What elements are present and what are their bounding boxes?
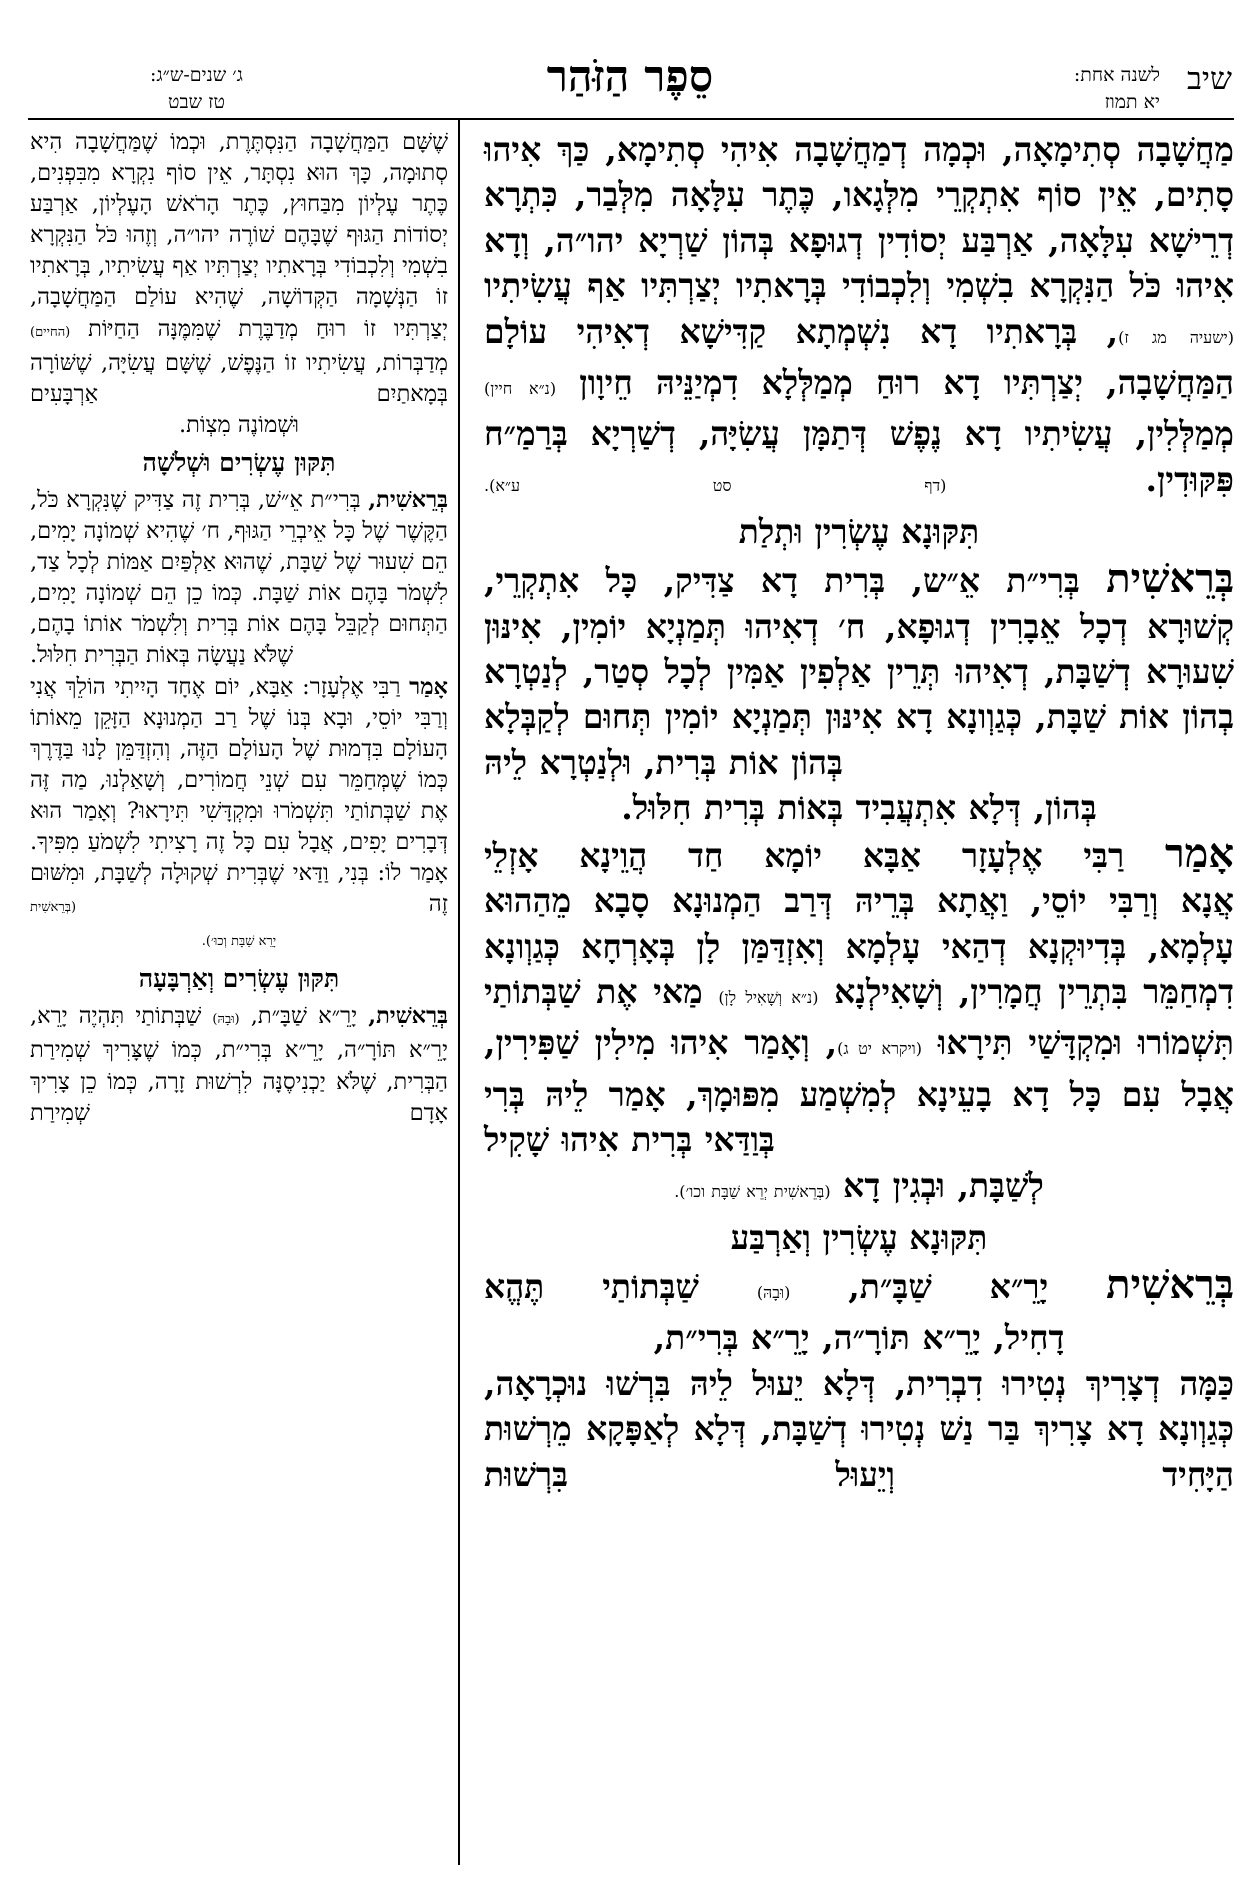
main-text-column: [484, 127, 1234, 1497]
main-line: דָחִיל, יָרֵ״א תּוֹרָ״ה, יָרֵ״א בְּרִי״ת,: [653, 1318, 1065, 1358]
section-heading: תִּקּוּנָא עֶשְׂרִין וּתְלַת: [738, 512, 980, 552]
commentary-heading: תִּקּוּן עֶשְׂרִים וּשְׁלֹשָׁה: [142, 447, 336, 477]
variant-reading: (נ״א וְשָׁאִיל לָן): [718, 987, 819, 1007]
book-title: סֵפֶר הַזֹּהַר: [546, 52, 714, 102]
main-paragraph: בְּרֵאשִׁית בְּרִי״ת אֵ״ש, בְּרִית דָא צַדִּיק, כָּל אִתְקְרֵי, קְשׁוּרָא דְכָל אֵבָרִין דְגוּפָא, ח׳ דְאִיהוּ תְּמַנְיָא יוֹמִין, אִינּוּן שִׁעוּרָא דְשַׁבָּת, דְאִיהוּ תְּרֵין אַלְפִין אַמִּין לְכָל סְטַר, לְנַטְרָא בְהוֹן אוֹת שַׁבָּת, כְּגַוְונָא דָא אִינּוּן תְּמַנְיָא יוֹמִין תְּחוּם לְקַבְּלָא בְּהוֹן אוֹת בְּרִית, וּלְנַטְרָא לֵיהּ: [484, 555, 1234, 782]
lead-word: בְּרֵאשִׁית,: [368, 486, 448, 513]
commentary-column: [30, 127, 448, 1129]
commentary-paragraph: בְּרֵאשִׁית, יָרֵ״א שַׁבָּ״ת, (וּבָהּ) שַׁבְּתוֹתַי תִּהְיֶה יָרֵא, יָרֵ״א תּוֹרָ״ה, יָרֵ״א בְּרִי״ת, כְּמוֹ שֶׁצָּרִיךְ שְׁמִירַת הַבְּרִית, שֶׁלֹּא יַכְנִיסֶנָּה לִרְשׁוּת זָרָה, כְּמוֹ כֵן צָרִיךְ אָדָם שְׁמִירַת: [30, 1003, 448, 1126]
commentary-paragraph: שֶׁשָּׁם הַמַּחֲשָׁבָה הַנִּסְתֶּרֶת, וּכְמוֹ שֶׁמַּחֲשָׁבָה הִיא סְתוּמָה, כָּךְ הוּא נִסְתָּר, אֵין סוֹף נִקְרָא מִבִּפְנִים, כֶּתֶר עֶלְיוֹן מִבַּחוּץ, כֶּתֶר הָרֹאשׁ הָעֶלְיוֹן, אַרְבַּע יְסוֹדוֹת הַגּוּף שֶׁבָּהֶם שׁוֹרֶה יהו״ה, וְזֶהוּ כֹּל הַנִּקְרָא בִשְׁמִי וְלִכְבוֹדִי בְּרָאתִיו יְצַרְתִּיו אַף עֲשִׂיתִיו, בְּרָאתִיו זוֹ הַנְּשָׁמָה הַקְּדוֹשָׁה, שֶׁהִיא עוֹלַם הַמַּחֲשָׁבָה, יְצַרְתִּיו זוֹ רוּחַ מְדַבֶּרֶת שֶׁמִּמֶּנָּה הַחַיּוֹת (החיים) מְדַבְּרוֹת, עֲשִׂיתִיו זוֹ הַנֶּפֶשׁ, שֶׁשָּׁם עֲשִׂיָּה, שֶׁשּׁוֹרָה בְּמָאתַיִם אַרְבָּעִים: [30, 129, 449, 407]
main-paragraph: אֲנָא וְרַבִּי יוֹסֵי, וַאֲתָא בְּרֵיהּ דְּרַב הַמְנוּנָא סָבָא מֵהַהוּא עָלְמָא, בְּדִיוּקְנָא דְהַאי עָלְמָא וְאִזְדַּמַּן לָן בְּאָרְחָא כְּגַוְונָא דִמְחַמֵּר בִּתְרֵין חֲמָרִין, וְשָׁאִילְנָא (נ״א וְשָׁאִיל לָן) מַאי אֶת שַׁבְּתוֹתַי תִּשְׁמוֹרוּ וּמִקְדָּשַׁי תִּירָאוּ (ויקרא יט ג), וְאָמַר אִיהוּ מִילִין שַׁפִּירִין, אֲבָל עִם כָּל דָא בָעֵינָא לְמִשְׁמַע מִפּוּמָךְ, אָמַר לֵיהּ בְּרִי בְּוַדַּאי בְּרִית אִיהוּ שָׁקִיל: [484, 881, 1234, 1160]
main-paragraph: אָמַר רַבִּי אֶלְעָזָר אַבָּא יוֹמָא חַד הֲוֵינָא אָזְלֵי: [484, 829, 1234, 877]
variant-reading: (החיים): [30, 324, 71, 340]
variant-reading: (נ״א חיין): [484, 379, 557, 399]
commentary-paragraph-end: [30, 923, 448, 957]
verse-reference: (בְּרֵאשִׁית יְרֵא שַׁבָּת וכו׳).: [674, 1181, 831, 1201]
lead-word: בְּרֵאשִׁית,: [368, 1003, 448, 1030]
verse-reference: (ישעיה מג ז): [1118, 327, 1234, 347]
page-reference: (דף סט ע״א).: [484, 475, 947, 495]
commentary-paragraph: אָמַר רַבִּי אֶלְעָזָר: אַבָּא, יוֹם אֶחָד הָיִיתִי הוֹלֵךְ אֲנִי וְרַבִּי יוֹסֵי, וּבָא בְּנוֹ שֶׁל רַב הַמְנוּנָא הַזָּקֵן מֵאוֹתוֹ הָעוֹלָם בִּדְמוּת שֶׁל הָעוֹלָם הַזֶּה, וְהִזְדַּמֵּן לָנוּ בַּדֶּרֶךְ כְּמוֹ שֶׁמְּחַמֵּר עִם שְׁנֵי חֲמוֹרִים, וְשָׁאַלְנוּ, מַה זֶּה אֶת שַׁבְּתוֹתַי תִּשְׁמֹרוּ וּמִקְדָּשִׁי תִּירָאוּ? וְאָמַר הוּא דְּבָרִים יָפִים, אֲבָל עִם כָּל זֶה רָצִיתִי לִשְׁמֹעַ מִפִּיךָ. אָמַר לוֹ: בְּנִי, וַדַּאי שֶׁבְּרִית שְׁקוּלָה לְשַׁבָּת, וּמִשּׁוּם זֶה (בְּרֵאשִׁית: [30, 673, 448, 918]
schedule-label: לשנה אחת:: [1073, 64, 1160, 86]
commentary-paragraph-end: וּשְׁמוֹנֶה מִצְוֹת.: [179, 411, 299, 438]
lead-word: בְּרֵאשִׁית: [1106, 1260, 1234, 1308]
lead-word: בְּרֵאשִׁית: [1106, 555, 1234, 603]
main-paragraph: כַּמָּה דְצָרִיךְ נְטִירוּ דִבְרִית, דְּלָא יֵעוּל לֵיהּ בִּרְשׁוּ נוּכְרָאָה, כְּגַוְונָא דָא צָרִיךְ בַּר נַשׁ נְטִירוּ דְשַׁבָּת, דְּלָא לְאַפָּקָא מֵרְשׁוּת הַיָּחִיד וְיֵעוּל בִּרְשׁוּת: [484, 1363, 1234, 1494]
main-paragraph: בְּרֵאשִׁית יָרֵ״א שַׁבָּ״ת, (וּבָהּ) שַׁבְּתוֹתַי תֶּהֱא: [484, 1260, 1234, 1308]
verse-reference: (בְּרֵאשִׁית: [30, 900, 77, 916]
commentary-heading: תִּקּוּן עֶשְׂרִים וְאַרְבָּעָה: [138, 964, 340, 994]
section-heading: תִּקּוּנָא עֶשְׂרִין וְאַרְבַּע: [730, 1217, 988, 1257]
column-divider: [458, 120, 460, 1865]
main-paragraph: מַחֲשָׁבָה סְתִימָאָה, וּכְמָה דְמַחֲשָׁבָה אִיהִי סְתִימָא, כַּךְ אִיהוּ סָתִים, אֵין סוֹף אִתְקְרֵי מִלְּגָאו, כֶּתֶר עִלָּאָה מִלְּבַר, כִּתְרָא דְרֵישָׁא עִלָּאָה, אַרְבַּע יְסוֹדִין דְגוּפָא בְּהוֹן שַׁרְיָא יהו״ה, וְדָא אִיהוּ כֹּל הַנִּקְרָא בִשְׁמִי וְלִכְבוֹדִי בְּרָאתִיו יְצַרְתִּיו אַף עֲשִׂיתִיו (ישעיה מג ז), בְּרָאתִיו דָא נִשְׁמְתָא קַדִּישָׁא דְאִיהִי עוֹלָם הַמַּחֲשָׁבָה, יְצַרְתִּיו דָא רוּחַ מְמַלְּלָא דִמְיַנֵּיהּ חֵיוָון (נ״א חיין) מְמַלְּלִין, עֲשִׂיתִיו דָא נֶפֶשׁ דְּתַמָּן עֲשִׂיָּה, דְשַׁרְיָא בְּרַמַ״ח פִּקּוּדִין. (דף סט ע״א).: [484, 130, 1234, 499]
header-study-schedule-left: [150, 62, 243, 116]
variant-reading: (וּבָהּ): [212, 1012, 240, 1028]
variant-reading: (וּבָהּ): [756, 1282, 791, 1302]
main-paragraph-end: לְשַׁבָּת, וּבְגִין דָא (בְּרֵאשִׁית יְרֵא שַׁבָּת וכו׳).: [674, 1165, 1044, 1205]
lead-word: אָמַר: [1164, 829, 1234, 877]
verse-reference: (ויקרא יט ג): [837, 1039, 923, 1059]
schedule-label: ג׳ שנים-ש״ג:: [150, 64, 243, 86]
verse-reference: יָרֵא שַׁבָּת וְכוּ׳).: [201, 934, 277, 950]
schedule-date: יא תמוז: [1104, 91, 1160, 113]
main-paragraph-end: בְּהוֹן, דְּלָא אִתְעֲבִיד בְּאוֹת בְּרִית חִלּוּל.: [621, 788, 1097, 828]
schedule-date: טז שבט: [168, 91, 225, 113]
commentary-paragraph: בְּרֵאשִׁית, בְּרִי״ת אֵ״שׁ, בְּרִית זֶה צַדִּיק שֶׁנִּקְרָא כֹּל, הַקֶּשֶׁר שֶׁל כָּל אֵיבְרֵי הַגּוּף, ח׳ שֶׁהִיא שְׁמוֹנָה יָמִים, הֵם שִׁעוּר שֶׁל שַׁבָּת, שֶׁהוּא אַלְפַּיִם אַמּוֹת לְכָל צַד, לִשְׁמֹר בָּהֶם אוֹת שַׁבָּת. כְּמוֹ כֵן הֵם שְׁמוֹנָה יָמִים, הַתְּחוּם לְקַבֵּל בָּהֶם אוֹת בְּרִית וְלִשְׁמֹר אוֹתוֹ בָהֶם, שֶׁלֹּא נַעֲשָׂה בְּאוֹת הַבְּרִית חִלּוּל.: [30, 486, 448, 669]
page-number: שיב: [1186, 61, 1232, 97]
header-divider: [28, 118, 1234, 120]
lead-word: אָמַר: [409, 673, 448, 700]
